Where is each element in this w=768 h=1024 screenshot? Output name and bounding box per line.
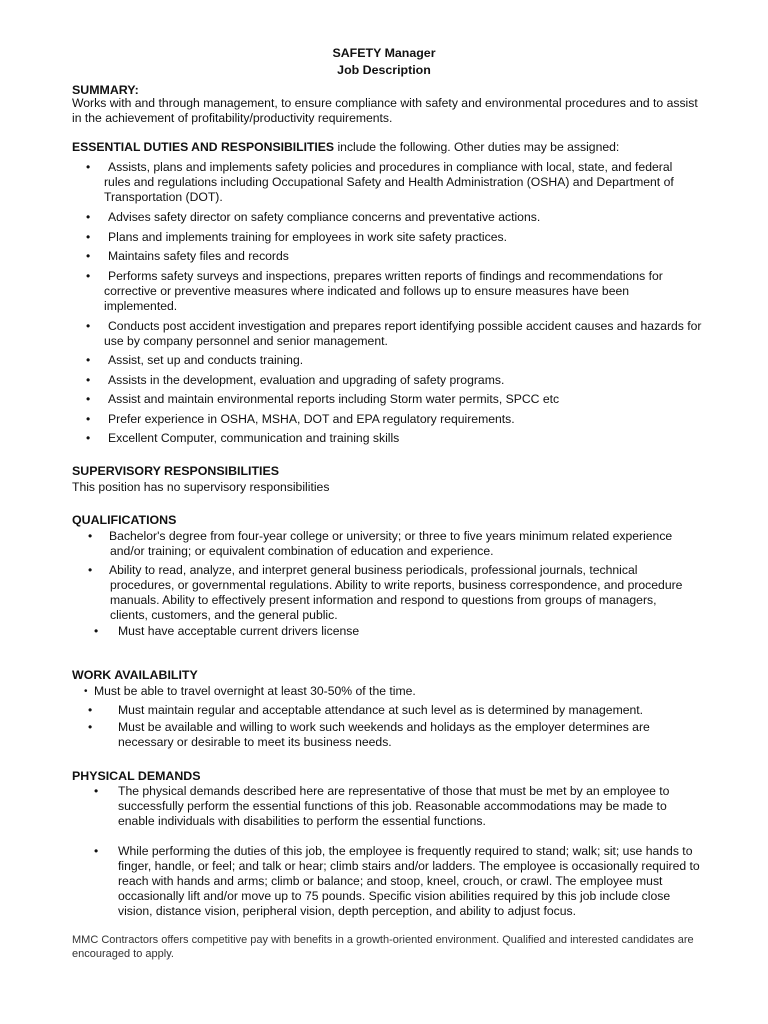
bullet-icon: • [88,703,93,717]
list-item: • Conducts post accident investigation and prepares report identifying possible accident causes and hazards for use by company personnel and senior management. [86,319,702,348]
list-item: • Maintains safety files and records [86,249,289,263]
list-item: • Ability to read, analyze, and interpret general business periodicals, professional journals, technical procedures, or governmental regulations. Ability to write reports, business correspondence, and procedure manuals. Ability to effectively present information and respond to questions from groups of managers, clients, customers, and the general public. [88,563,683,622]
list-item: • Assist, set up and conducts training. [86,353,304,367]
closing-statement: MMC Contractors offers competitive pay with benefits in a growth-oriented environment. Qualified and interested candidates are encouraged to apply. [72,934,694,960]
duties-intro-text: include the following. Other duties may be assigned: [334,140,620,154]
bullet-icon: • [86,249,91,263]
bullet-icon: • [86,160,91,174]
summary-heading: SUMMARY: [72,83,139,97]
supervisory-heading: SUPERVISORY RESPONSIBILITIES [72,464,280,478]
list-item: • Must be available and willing to work such weekends and holidays as the employer determines are necessary or desirable to meet its business needs. [88,720,650,749]
list-item: • Excellent Computer, communication and training skills [86,431,400,445]
list-item: • Assists in the development, evaluation and upgrading of safety programs. [86,373,505,387]
qualifications-heading: QUALIFICATIONS [72,513,177,527]
list-item: • Assists, plans and implements safety policies and procedures in compliance with local, state, and federal rules and regulations including Occupational Safety and Health Administration (OSHA) and Department of Transportation (DOT). [86,160,674,204]
list-item: • Bachelor's degree from four-year college or university; or three to five years minimum related experience and/or training; or equivalent combination of education and experience. [88,529,673,558]
bullet-icon: • [94,784,99,798]
bullet-icon: • [94,624,99,638]
list-item: • Performs safety surveys and inspections, prepares written reports of findings and recommendations for corrective or preventive measures where indicated and follows up to ensure measures have been implemented. [86,269,663,313]
duties-heading: ESSENTIAL DUTIES AND RESPONSIBILITIES [72,140,335,154]
document-title: SAFETY Manager [332,46,436,60]
bullet-icon: • [88,720,93,734]
bullet-icon: • [86,373,91,387]
availability-heading: WORK AVAILABILITY [72,668,198,682]
bullet-icon: • [84,686,88,697]
list-item: • Assist and maintain environmental reports including Storm water permits, SPCC etc [86,392,560,406]
supervisory-text: This position has no supervisory responsibilities [72,480,330,494]
bullet-icon: • [86,269,91,283]
list-item: • Prefer experience in OSHA, MSHA, DOT and EPA regulatory requirements. [86,412,515,426]
list-item: • Must maintain regular and acceptable attendance at such level as is determined by management. [88,703,644,717]
summary-text: Works with and through management, to ensure compliance with safety and environmental procedures and to assist in the achievement of profitability/productivity requirements. [72,96,698,125]
list-item: • Plans and implements training for employees in work site safety practices. [86,230,507,244]
list-item: • The physical demands described here are representative of those that must be met by an employee to successfully perform the essential functions of this job. Reasonable accommodations may be made to enable individuals with disabilities to perform the essential functions. [94,784,670,828]
bullet-icon: • [86,412,91,426]
list-item: • Advises safety director on safety compliance concerns and preventative actions. [86,210,541,224]
bullet-icon: • [86,431,91,445]
duties-intro [72,140,702,155]
bullet-icon: • [86,230,91,244]
bullet-icon: • [86,319,91,333]
bullet-icon: • [86,392,91,406]
bullet-icon: • [88,563,93,577]
bullet-icon: • [94,844,99,858]
document-subtitle: Job Description [337,63,431,77]
physical-heading: PHYSICAL DEMANDS [72,769,201,783]
bullet-icon: • [86,210,91,224]
bullet-icon: • [88,529,93,543]
list-item: • Must be able to travel overnight at least 30-50% of the time. [84,684,416,698]
bullet-icon: • [86,353,91,367]
list-item: • While performing the duties of this job, the employee is frequently required to stand; walk; sit; use hands to finger, handle, or feel; and talk or hear; climb stairs and/or ladders. The employee is occasionally required to reach with hands and arms; climb or balance; and stoop, kneel, crouch, or crawl. The employee must occasionally lift and/or move up to 75 pounds. Specific vision abilities required by this job include close vision, distance vision, peripheral vision, depth perception, and ability to adjust focus. [94,844,700,918]
list-item: • Must have acceptable current drivers license [94,624,360,638]
